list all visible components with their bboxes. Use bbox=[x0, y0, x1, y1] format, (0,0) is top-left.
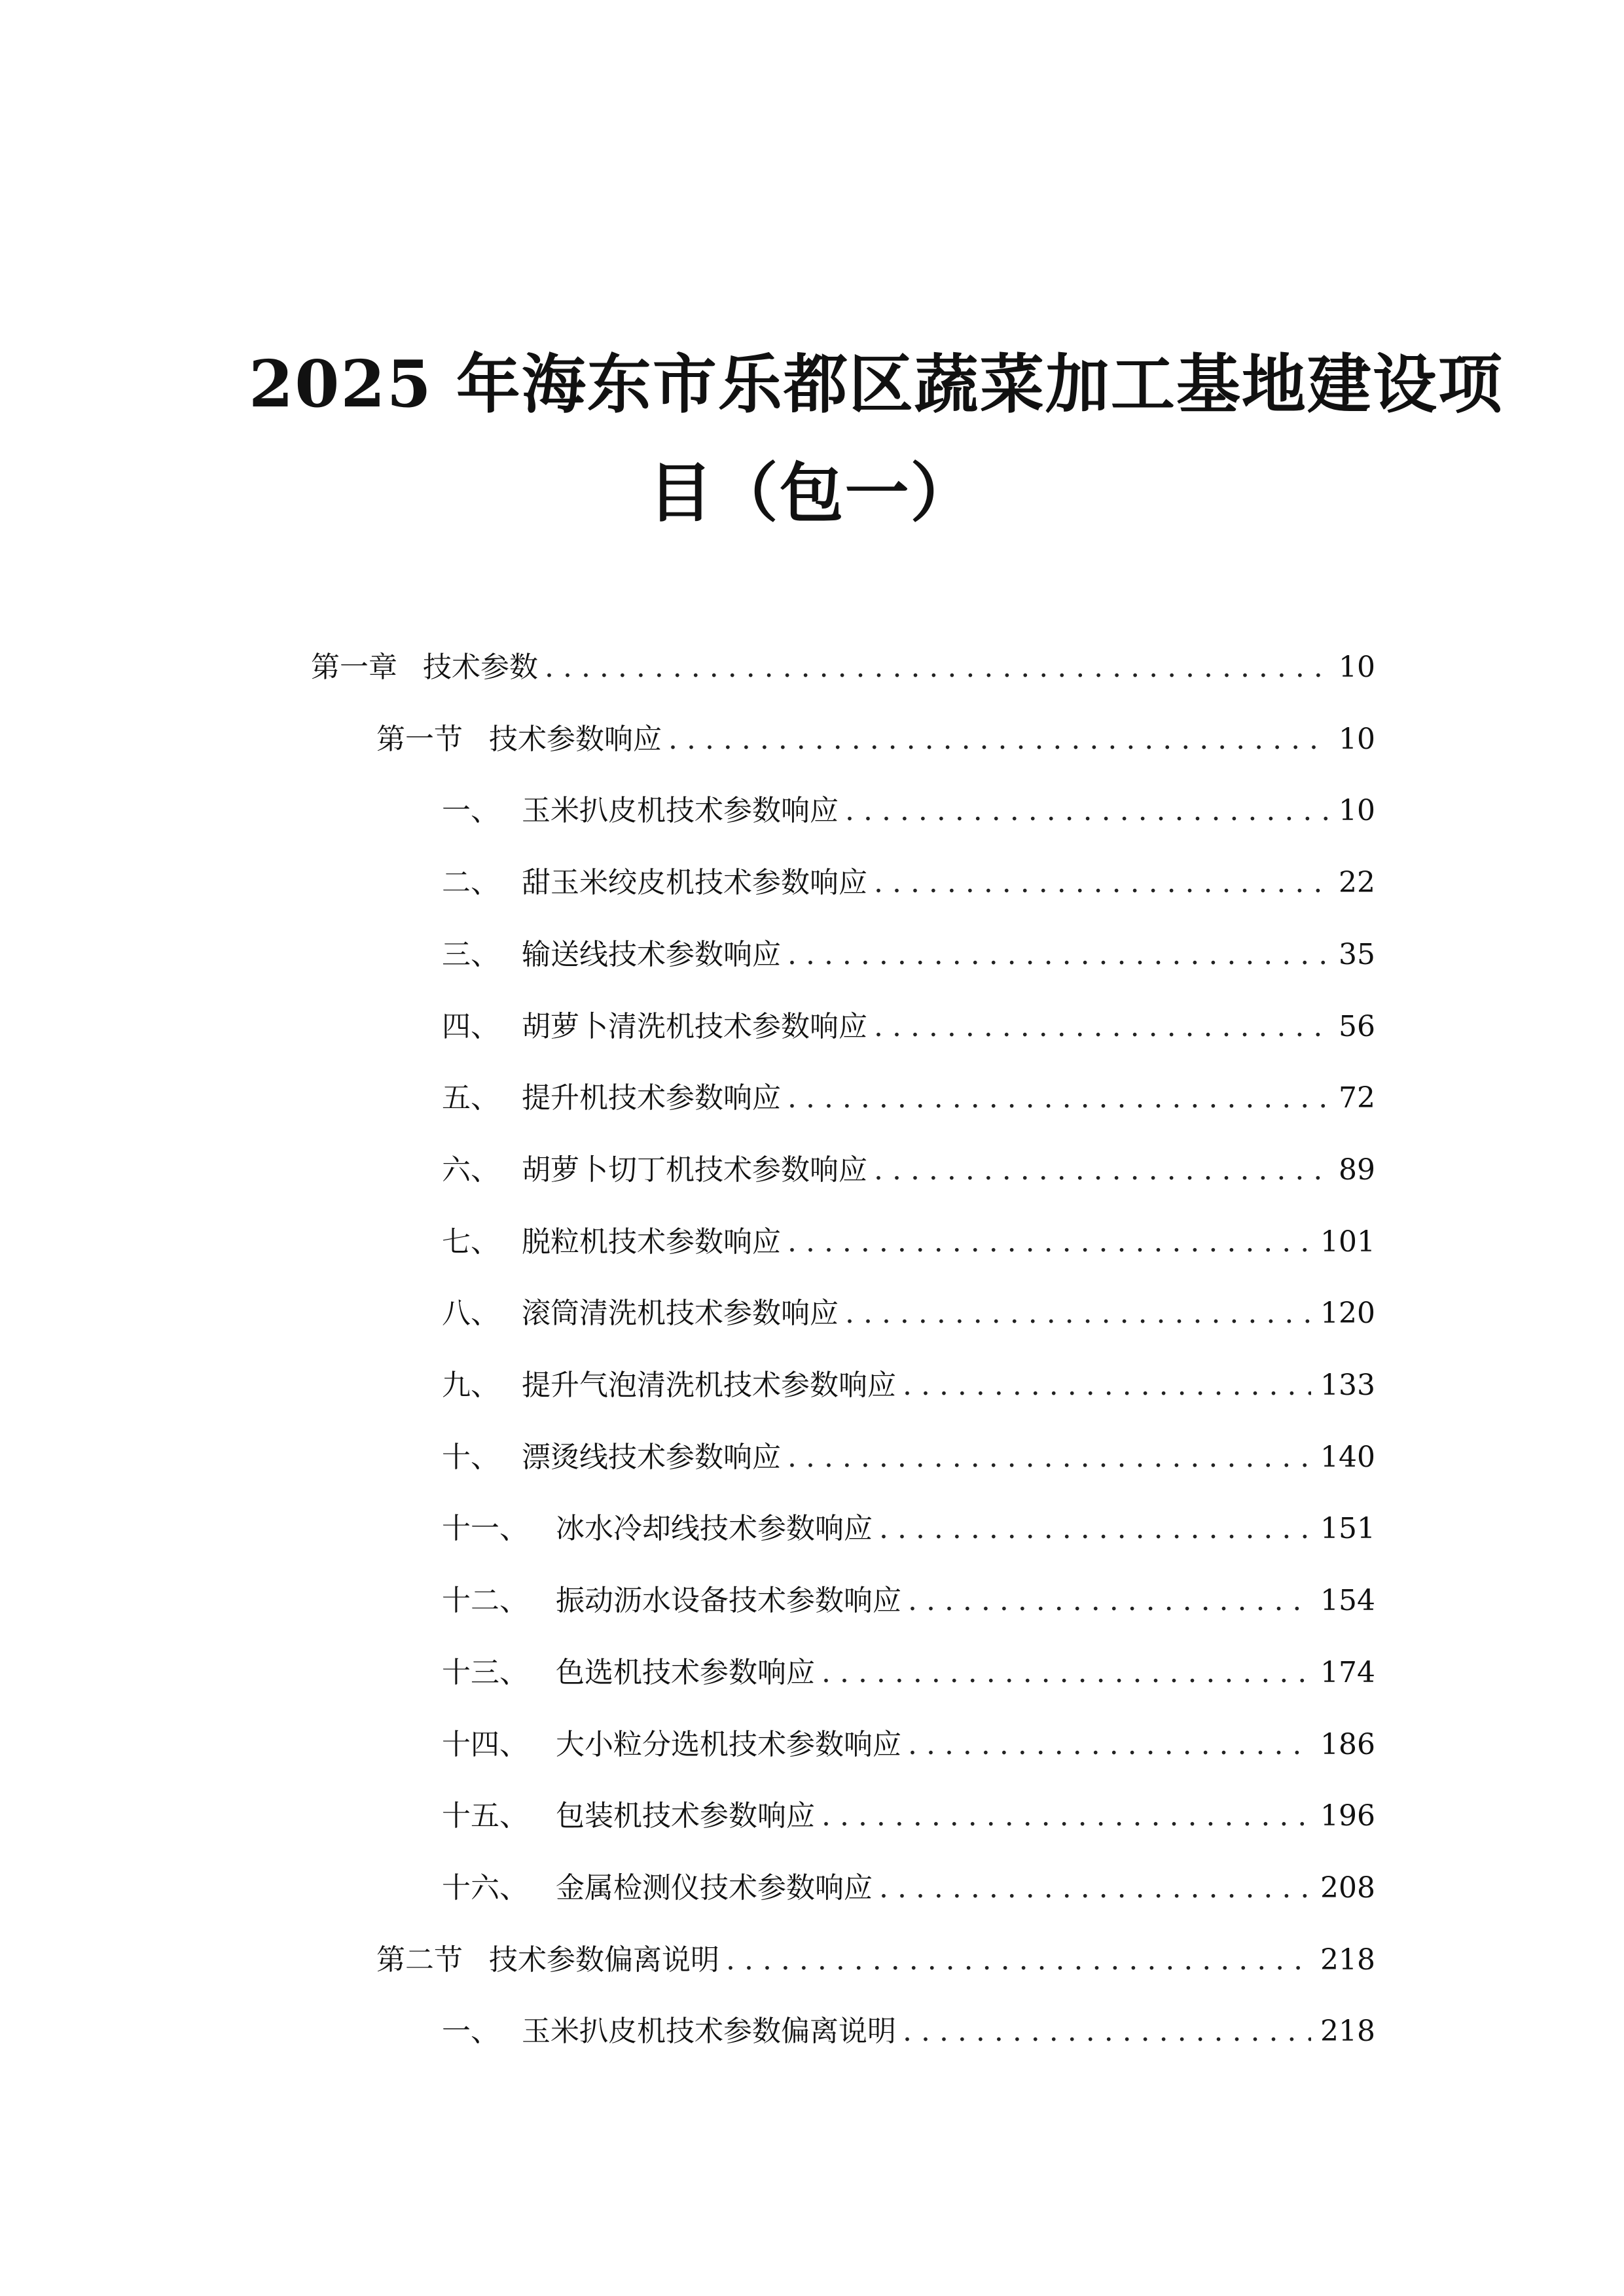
toc-dot-leader bbox=[874, 1001, 1329, 1053]
toc-entry-page-number: 196 bbox=[1320, 1799, 1375, 1833]
toc-entry-number: 三、 bbox=[442, 938, 499, 971]
toc-entry-number: 十一、 bbox=[442, 1512, 528, 1545]
toc-dot-leader bbox=[845, 785, 1329, 837]
toc-entry-number: 十四、 bbox=[442, 1728, 528, 1761]
toc-entry-label: 色选机技术参数响应 bbox=[556, 1656, 815, 1689]
toc-dot-leader bbox=[908, 1719, 1311, 1771]
toc-entry-page-number: 22 bbox=[1339, 866, 1375, 899]
toc-entry-label: 胡萝卜清洗机技术参数响应 bbox=[522, 1010, 867, 1043]
toc-entry-number: 第一章 bbox=[311, 651, 397, 684]
toc-entry-page-number: 10 bbox=[1339, 723, 1375, 756]
toc-entry-page-number: 120 bbox=[1320, 1297, 1375, 1330]
toc-entry-number: 十六、 bbox=[442, 1871, 528, 1905]
toc-entry-page-number: 140 bbox=[1320, 1441, 1375, 1474]
title-line-2: 目（包一） bbox=[648, 456, 976, 531]
toc-entry[interactable] bbox=[442, 1431, 1375, 1484]
toc-entry[interactable] bbox=[442, 929, 1375, 981]
toc-entry-number: 十五、 bbox=[442, 1799, 528, 1833]
toc-entry-label: 大小粒分选机技术参数响应 bbox=[556, 1728, 901, 1761]
toc-dot-leader bbox=[787, 1072, 1329, 1124]
toc-entry[interactable] bbox=[442, 857, 1375, 909]
toc-entry[interactable] bbox=[442, 1144, 1375, 1196]
toc-entry-page-number: 174 bbox=[1320, 1656, 1375, 1689]
toc-entry[interactable] bbox=[442, 1072, 1375, 1124]
toc-dot-leader bbox=[879, 1503, 1311, 1555]
toc-entry[interactable] bbox=[442, 1287, 1375, 1340]
toc-entry[interactable] bbox=[442, 2005, 1375, 2058]
toc-entry-number: 五、 bbox=[442, 1081, 499, 1115]
toc-entry-label: 漂烫线技术参数响应 bbox=[522, 1441, 781, 1474]
toc-entry-label: 技术参数响应 bbox=[489, 723, 662, 756]
toc-dot-leader bbox=[787, 929, 1329, 981]
toc-dot-leader bbox=[908, 1575, 1311, 1627]
toc-entry-number: 八、 bbox=[442, 1297, 499, 1330]
toc-dot-leader bbox=[726, 1934, 1311, 1986]
toc-entry[interactable] bbox=[311, 641, 1375, 694]
toc-entry-number: 一、 bbox=[442, 2015, 499, 2048]
toc-entry-label: 滚筒清洗机技术参数响应 bbox=[522, 1297, 839, 1330]
toc-entry-label: 甜玉米绞皮机技术参数响应 bbox=[522, 866, 867, 899]
toc-entry[interactable] bbox=[442, 1359, 1375, 1412]
toc-entry-page-number: 35 bbox=[1339, 938, 1375, 971]
toc-entry[interactable] bbox=[442, 785, 1375, 837]
toc-dot-leader bbox=[545, 641, 1329, 694]
toc-entry-page-number: 218 bbox=[1320, 1943, 1375, 1977]
toc-entry-label: 技术参数 bbox=[423, 651, 538, 684]
toc-entry-label: 玉米扒皮机技术参数响应 bbox=[522, 794, 839, 827]
toc-entry-page-number: 186 bbox=[1320, 1728, 1375, 1761]
toc-entry-number: 十二、 bbox=[442, 1584, 528, 1617]
toc-entry-number: 第一节 bbox=[376, 723, 463, 756]
toc-entry-number: 七、 bbox=[442, 1225, 499, 1259]
toc-entry[interactable] bbox=[442, 1503, 1375, 1555]
toc-dot-leader bbox=[874, 857, 1329, 909]
toc-entry-page-number: 10 bbox=[1339, 651, 1375, 684]
toc-entry-page-number: 10 bbox=[1339, 794, 1375, 827]
toc-dot-leader bbox=[821, 1790, 1311, 1842]
toc-entry-page-number: 151 bbox=[1320, 1512, 1375, 1545]
toc-entry-label: 脱粒机技术参数响应 bbox=[522, 1225, 781, 1259]
toc-entry-label: 玉米扒皮机技术参数偏离说明 bbox=[522, 2015, 896, 2048]
toc-entry-label: 胡萝卜切丁机技术参数响应 bbox=[522, 1153, 867, 1187]
toc-entry[interactable] bbox=[442, 1862, 1375, 1914]
toc-entry-number: 第二节 bbox=[376, 1943, 463, 1977]
toc-entry-number: 九、 bbox=[442, 1369, 499, 1402]
toc-entry[interactable] bbox=[442, 1216, 1375, 1268]
toc-entry-label: 提升机技术参数响应 bbox=[522, 1081, 781, 1115]
toc-entry-label: 振动沥水设备技术参数响应 bbox=[556, 1584, 901, 1617]
toc-entry-number: 四、 bbox=[442, 1010, 499, 1043]
toc-entry[interactable] bbox=[442, 1719, 1375, 1771]
toc-entry-page-number: 89 bbox=[1339, 1153, 1375, 1187]
toc-entry-label: 提升气泡清洗机技术参数响应 bbox=[522, 1369, 896, 1402]
toc-entry-label: 包装机技术参数响应 bbox=[556, 1799, 815, 1833]
toc-entry-number: 一、 bbox=[442, 794, 499, 827]
toc-dot-leader bbox=[874, 1144, 1329, 1196]
document-title bbox=[249, 331, 1504, 548]
toc-entry[interactable] bbox=[442, 1001, 1375, 1053]
toc-entry-number: 十三、 bbox=[442, 1656, 528, 1689]
toc-entry-page-number: 101 bbox=[1320, 1225, 1375, 1259]
toc-entry-number: 二、 bbox=[442, 866, 499, 899]
toc-entry[interactable] bbox=[442, 1575, 1375, 1627]
toc-entry-number: 十、 bbox=[442, 1441, 499, 1474]
toc-dot-leader bbox=[668, 713, 1329, 766]
toc-entry-page-number: 208 bbox=[1320, 1871, 1375, 1905]
toc-entry[interactable] bbox=[442, 1790, 1375, 1842]
toc-entry-label: 输送线技术参数响应 bbox=[522, 938, 781, 971]
toc-entry[interactable] bbox=[376, 713, 1375, 766]
toc-entry-page-number: 154 bbox=[1320, 1584, 1375, 1617]
title-line-1: 2025 年海东市乐都区蔬菜加工基地建设项 bbox=[249, 347, 1504, 422]
toc-entry[interactable] bbox=[442, 1647, 1375, 1699]
toc-dot-leader bbox=[787, 1216, 1311, 1268]
toc-dot-leader bbox=[903, 1359, 1311, 1412]
toc-entry-page-number: 56 bbox=[1339, 1010, 1375, 1043]
toc-dot-leader bbox=[845, 1287, 1311, 1340]
toc-entry[interactable] bbox=[376, 1934, 1375, 1986]
toc-entry-page-number: 133 bbox=[1320, 1369, 1375, 1402]
toc-entry-label: 冰水冷却线技术参数响应 bbox=[556, 1512, 873, 1545]
toc-dot-leader bbox=[879, 1862, 1311, 1914]
toc-entry-page-number: 72 bbox=[1339, 1081, 1375, 1115]
toc-entry-label: 技术参数偏离说明 bbox=[489, 1943, 719, 1977]
toc-dot-leader bbox=[903, 2005, 1311, 2058]
toc-entry-label: 金属检测仪技术参数响应 bbox=[556, 1871, 873, 1905]
toc-entry-number: 六、 bbox=[442, 1153, 499, 1187]
toc-dot-leader bbox=[821, 1647, 1311, 1699]
toc-dot-leader bbox=[787, 1431, 1311, 1484]
toc-entry-page-number: 218 bbox=[1320, 2015, 1375, 2048]
